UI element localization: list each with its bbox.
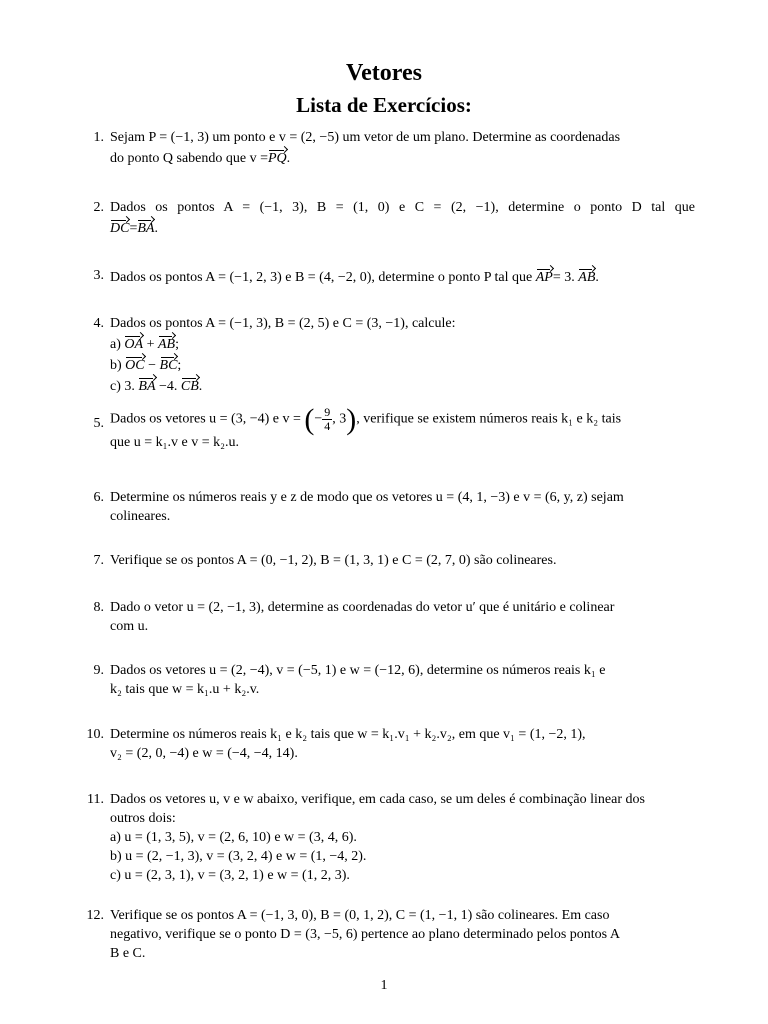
exercise-9-line-2: k₂ tais que w = k₁.u + k₂.v.	[110, 682, 260, 697]
exercise-number: 12.	[86, 908, 104, 923]
vector-oa: OA	[124, 333, 143, 352]
equals-sign: =	[129, 221, 138, 236]
item-label: c) 3.	[110, 379, 135, 394]
exercise-1-line-2	[110, 147, 695, 168]
exercise-5-cont: , verifique se existem números reais k₁ e k₂ tais	[356, 411, 622, 427]
vector-ab: AB	[578, 266, 595, 285]
exercise-10-line-2: v₂ = (2, 0, −4) e w = (−4, −4, 14).	[110, 746, 298, 761]
exercise-7-line-1: Verifique se os pontos A = (0, −1, 2), B = (1, 3, 1) e C = (2, 7, 0) são colineares.	[110, 553, 557, 568]
page-title: Vetores	[346, 60, 422, 86]
vector-ab: AB	[158, 333, 175, 352]
exercise-number: 6.	[93, 490, 104, 505]
item-end: .	[198, 379, 203, 394]
exercise-4	[93, 314, 695, 396]
exercise-2-line-2	[110, 217, 695, 238]
exercise-5-text: Dados os vetores u = (3, −4) e v =	[110, 411, 301, 427]
exercise-number: 5.	[93, 416, 104, 431]
left-paren: (	[304, 403, 315, 436]
exercise-2-end: .	[154, 221, 158, 236]
exercise-12-line-1: Verifique se os pontos A = (−1, 3, 0), B = (0, 1, 2), C = (1, −1, 1) são colineares. Em caso	[110, 908, 610, 923]
exercise-10	[86, 725, 695, 763]
exercise-number: 3.	[93, 268, 104, 283]
item-end: ;	[177, 358, 182, 373]
exercise-3-text: Dados os pontos A = (−1, 2, 3) e B = (4, −2, 0), determine o ponto P tal que	[110, 270, 533, 285]
exercise-4-item-c	[110, 375, 695, 396]
exercise-1-text: do ponto Q sabendo que v =	[110, 151, 268, 166]
exercise-12-line-2: negativo, verifique se o ponto D = (3, −5, 6) pertence ao plano determinado pelos pontos A	[110, 927, 620, 942]
exercise-11-line-1: Dados os vetores u, v e w abaixo, verifique, em cada caso, se um deles é combinação linear dos	[110, 792, 645, 807]
vector-component: , 3	[332, 411, 347, 427]
exercise-6-line-1: Determine os números reais y e z de modo que os vetores u = (4, 1, −3) e v = (6, y, z) sejam	[110, 490, 624, 505]
minus-four: −4.	[159, 379, 178, 394]
exercise-3-line-1	[110, 266, 695, 287]
exercise-4-item-b	[110, 354, 695, 375]
page-subtitle: Lista de Exercícios:	[296, 93, 472, 117]
exercise-9	[93, 661, 695, 699]
exercise-8-line-2: com u.	[110, 619, 149, 634]
vector-pq: PQ	[268, 147, 287, 166]
exercise-11-line-2: outros dois:	[110, 811, 176, 826]
vector-ba: BA	[137, 217, 154, 236]
exercise-5	[93, 403, 695, 452]
exercise-10-line-1: Determine os números reais k₁ e k₂ tais que w = k₁.v₁ + k₂.v₂, em que v₁ = (1, −2, 1),	[110, 727, 586, 742]
exercise-2	[93, 198, 695, 238]
exercise-1-line-1: Sejam P = (−1, 3) um ponto e v = (2, −5) um vetor de um plano. Determine as coordenadas	[110, 130, 621, 145]
exercise-number: 7.	[93, 553, 104, 568]
plus-sign: +	[146, 337, 155, 352]
vector-bc: BC	[160, 354, 178, 373]
exercise-3-end: .	[595, 270, 599, 285]
minus-sign: −	[148, 358, 157, 373]
exercise-11-item-c: c) u = (2, 3, 1), v = (3, 2, 1) e w = (1, 2, 3).	[110, 868, 350, 883]
exercise-9-line-1: Dados os vetores u = (2, −4), v = (−5, 1) e w = (−12, 6), determine os números reais k₁ e	[110, 663, 606, 678]
exercise-6-line-2: colineares.	[110, 509, 171, 524]
vector-cb: CB	[181, 375, 199, 394]
right-paren: )	[346, 403, 357, 436]
exercise-5-line-2: que u = k₁.v e v = k₂.u.	[110, 435, 239, 450]
exercise-number: 1.	[93, 130, 104, 145]
denominator: 4	[324, 419, 331, 433]
exercise-11-item-b: b) u = (2, −1, 3), v = (3, 2, 4) e w = (1, −4, 2).	[110, 849, 367, 864]
exercise-1-end: .	[286, 151, 291, 166]
vector-dc: DC	[110, 217, 129, 236]
exercise-number: 11.	[87, 792, 104, 807]
exercise-number: 9.	[93, 663, 104, 678]
exercise-8	[93, 598, 695, 636]
vector-ba: BA	[138, 375, 155, 394]
exercise-number: 8.	[93, 600, 104, 615]
exercise-number: 2.	[93, 200, 104, 215]
exercise-12	[86, 906, 695, 963]
exercise-7	[93, 551, 695, 570]
item-label: b)	[110, 358, 122, 373]
numerator: 9	[324, 405, 331, 419]
vector-ap: AP	[536, 266, 553, 285]
exercise-3	[93, 266, 695, 287]
exercise-4-item-a	[110, 333, 695, 354]
exercise-2-line-1: Dados os pontos A = (−1, 3), B = (1, 0) e C = (2, −1), determine o ponto D tal que	[110, 200, 695, 215]
exercise-11-item-a: a) u = (1, 3, 5), v = (2, 6, 10) e w = (3, 4, 6).	[110, 830, 357, 845]
exercise-5-line-1	[110, 403, 695, 436]
exercise-8-line-1: Dado o vetor u = (2, −1, 3), determine as coordenadas do vetor u′ que é unitário e colinear	[110, 600, 615, 615]
item-end: ;	[175, 337, 179, 352]
fraction-nine-fourths	[322, 406, 332, 433]
exercise-3-middle: = 3.	[552, 270, 575, 285]
vector-oc: OC	[125, 354, 144, 373]
negative-sign: −	[314, 411, 323, 427]
exercise-12-line-3: B e C.	[110, 946, 146, 961]
exercise-number: 10.	[86, 727, 104, 742]
item-label: a)	[110, 337, 121, 352]
exercise-number: 4.	[93, 316, 104, 331]
page-number: 1	[380, 978, 388, 993]
exercise-11	[87, 790, 695, 885]
exercise-4-line-1: Dados os pontos A = (−1, 3), B = (2, 5) e C = (3, −1), calcule:	[110, 316, 456, 331]
exercise-1	[93, 128, 695, 168]
exercise-6	[93, 488, 695, 526]
